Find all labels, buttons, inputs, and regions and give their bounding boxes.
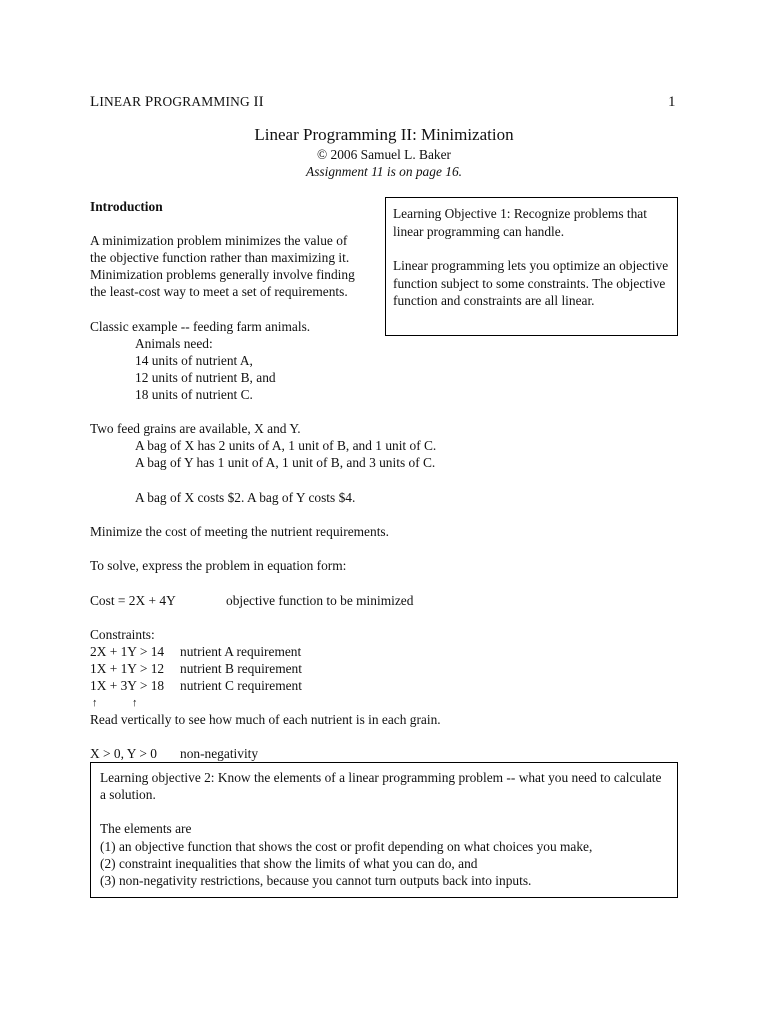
element-item: (1) an objective function that shows the cost or profit depending on what choices you make, xyxy=(100,838,593,854)
intro-para-line: Minimization problems generally involve finding xyxy=(90,267,355,282)
nutrient-line: 18 units of nutrient C. xyxy=(135,387,253,402)
cost-equation-description: objective function to be minimized xyxy=(226,593,414,608)
grains-line: Two feed grains are available, X and Y. xyxy=(90,421,301,436)
example-line: Classic example -- feeding farm animals. xyxy=(90,319,311,334)
element-item: (2) constraint inequalities that show the limits of what you can do, and xyxy=(100,855,478,871)
running-header: LINEAR PROGRAMMING II xyxy=(90,94,264,110)
costs-line: A bag of X costs $2. A bag of Y costs $4. xyxy=(135,490,356,505)
nonnegativity-description: non-negativity xyxy=(180,746,259,761)
section-heading-introduction: Introduction xyxy=(90,199,163,214)
intro-para-line: A minimization problem minimizes the value of xyxy=(90,233,348,248)
grain-y-line: A bag of Y has 1 unit of A, 1 unit of B, and 3 units of C. xyxy=(135,455,436,470)
up-arrow-icon: ↑ xyxy=(92,697,98,709)
learning-objective-2-text: Learning objective 2: Know the elements of a linear programming problem -- what you need to calculate a solution. xyxy=(100,770,662,803)
constraint-description: nutrient A requirement xyxy=(180,644,302,659)
learning-objective-1-text: Learning Objective 1: Recognize problems that linear programming can handle. xyxy=(393,206,647,239)
minimize-line: Minimize the cost of meeting the nutrient requirements. xyxy=(90,524,389,539)
solve-line: To solve, express the problem in equation form: xyxy=(90,558,347,573)
copyright-line: © 2006 Samuel L. Baker xyxy=(316,147,451,162)
read-vertically-line: Read vertically to see how much of each nutrient is in each grain. xyxy=(90,712,441,727)
constraint-description: nutrient B requirement xyxy=(180,661,302,676)
constraints-label: Constraints: xyxy=(90,627,155,642)
learning-objective-2-box xyxy=(90,762,678,898)
page-number: 1 xyxy=(668,94,676,110)
grain-x-line: A bag of X has 2 units of A, 1 unit of B, and 1 unit of C. xyxy=(135,438,437,453)
constraint-equation: 2X + 1Y > 14 xyxy=(90,644,165,659)
nutrient-line: 14 units of nutrient A, xyxy=(135,353,253,368)
intro-para-line: the least-cost way to meet a set of requirements. xyxy=(90,284,348,299)
animals-need-line: Animals need: xyxy=(135,336,213,351)
constraint-equation: 1X + 3Y > 18 xyxy=(90,678,165,693)
up-arrow-icon: ↑ xyxy=(132,697,138,709)
element-item: (3) non-negativity restrictions, because you cannot turn outputs back into inputs. xyxy=(100,873,532,889)
cost-equation: Cost = 2X + 4Y xyxy=(90,593,176,608)
nonnegativity-equation: X > 0, Y > 0 xyxy=(90,746,157,761)
elements-intro: The elements are xyxy=(100,821,192,837)
learning-objective-1-box xyxy=(385,197,678,336)
constraint-description: nutrient C requirement xyxy=(180,678,302,693)
nutrient-line: 12 units of nutrient B, and xyxy=(135,370,276,385)
assignment-note: Assignment 11 is on page 16. xyxy=(306,164,462,179)
constraint-equation: 1X + 1Y > 12 xyxy=(90,661,165,676)
intro-para-line: the objective function rather than maximizing it. xyxy=(90,250,350,265)
page-title: Linear Programming II: Minimization xyxy=(254,125,514,144)
learning-objective-1-detail: Linear programming lets you optimize an objective function subject to some constraints. The objective function and constraints are all linear. xyxy=(393,258,669,309)
